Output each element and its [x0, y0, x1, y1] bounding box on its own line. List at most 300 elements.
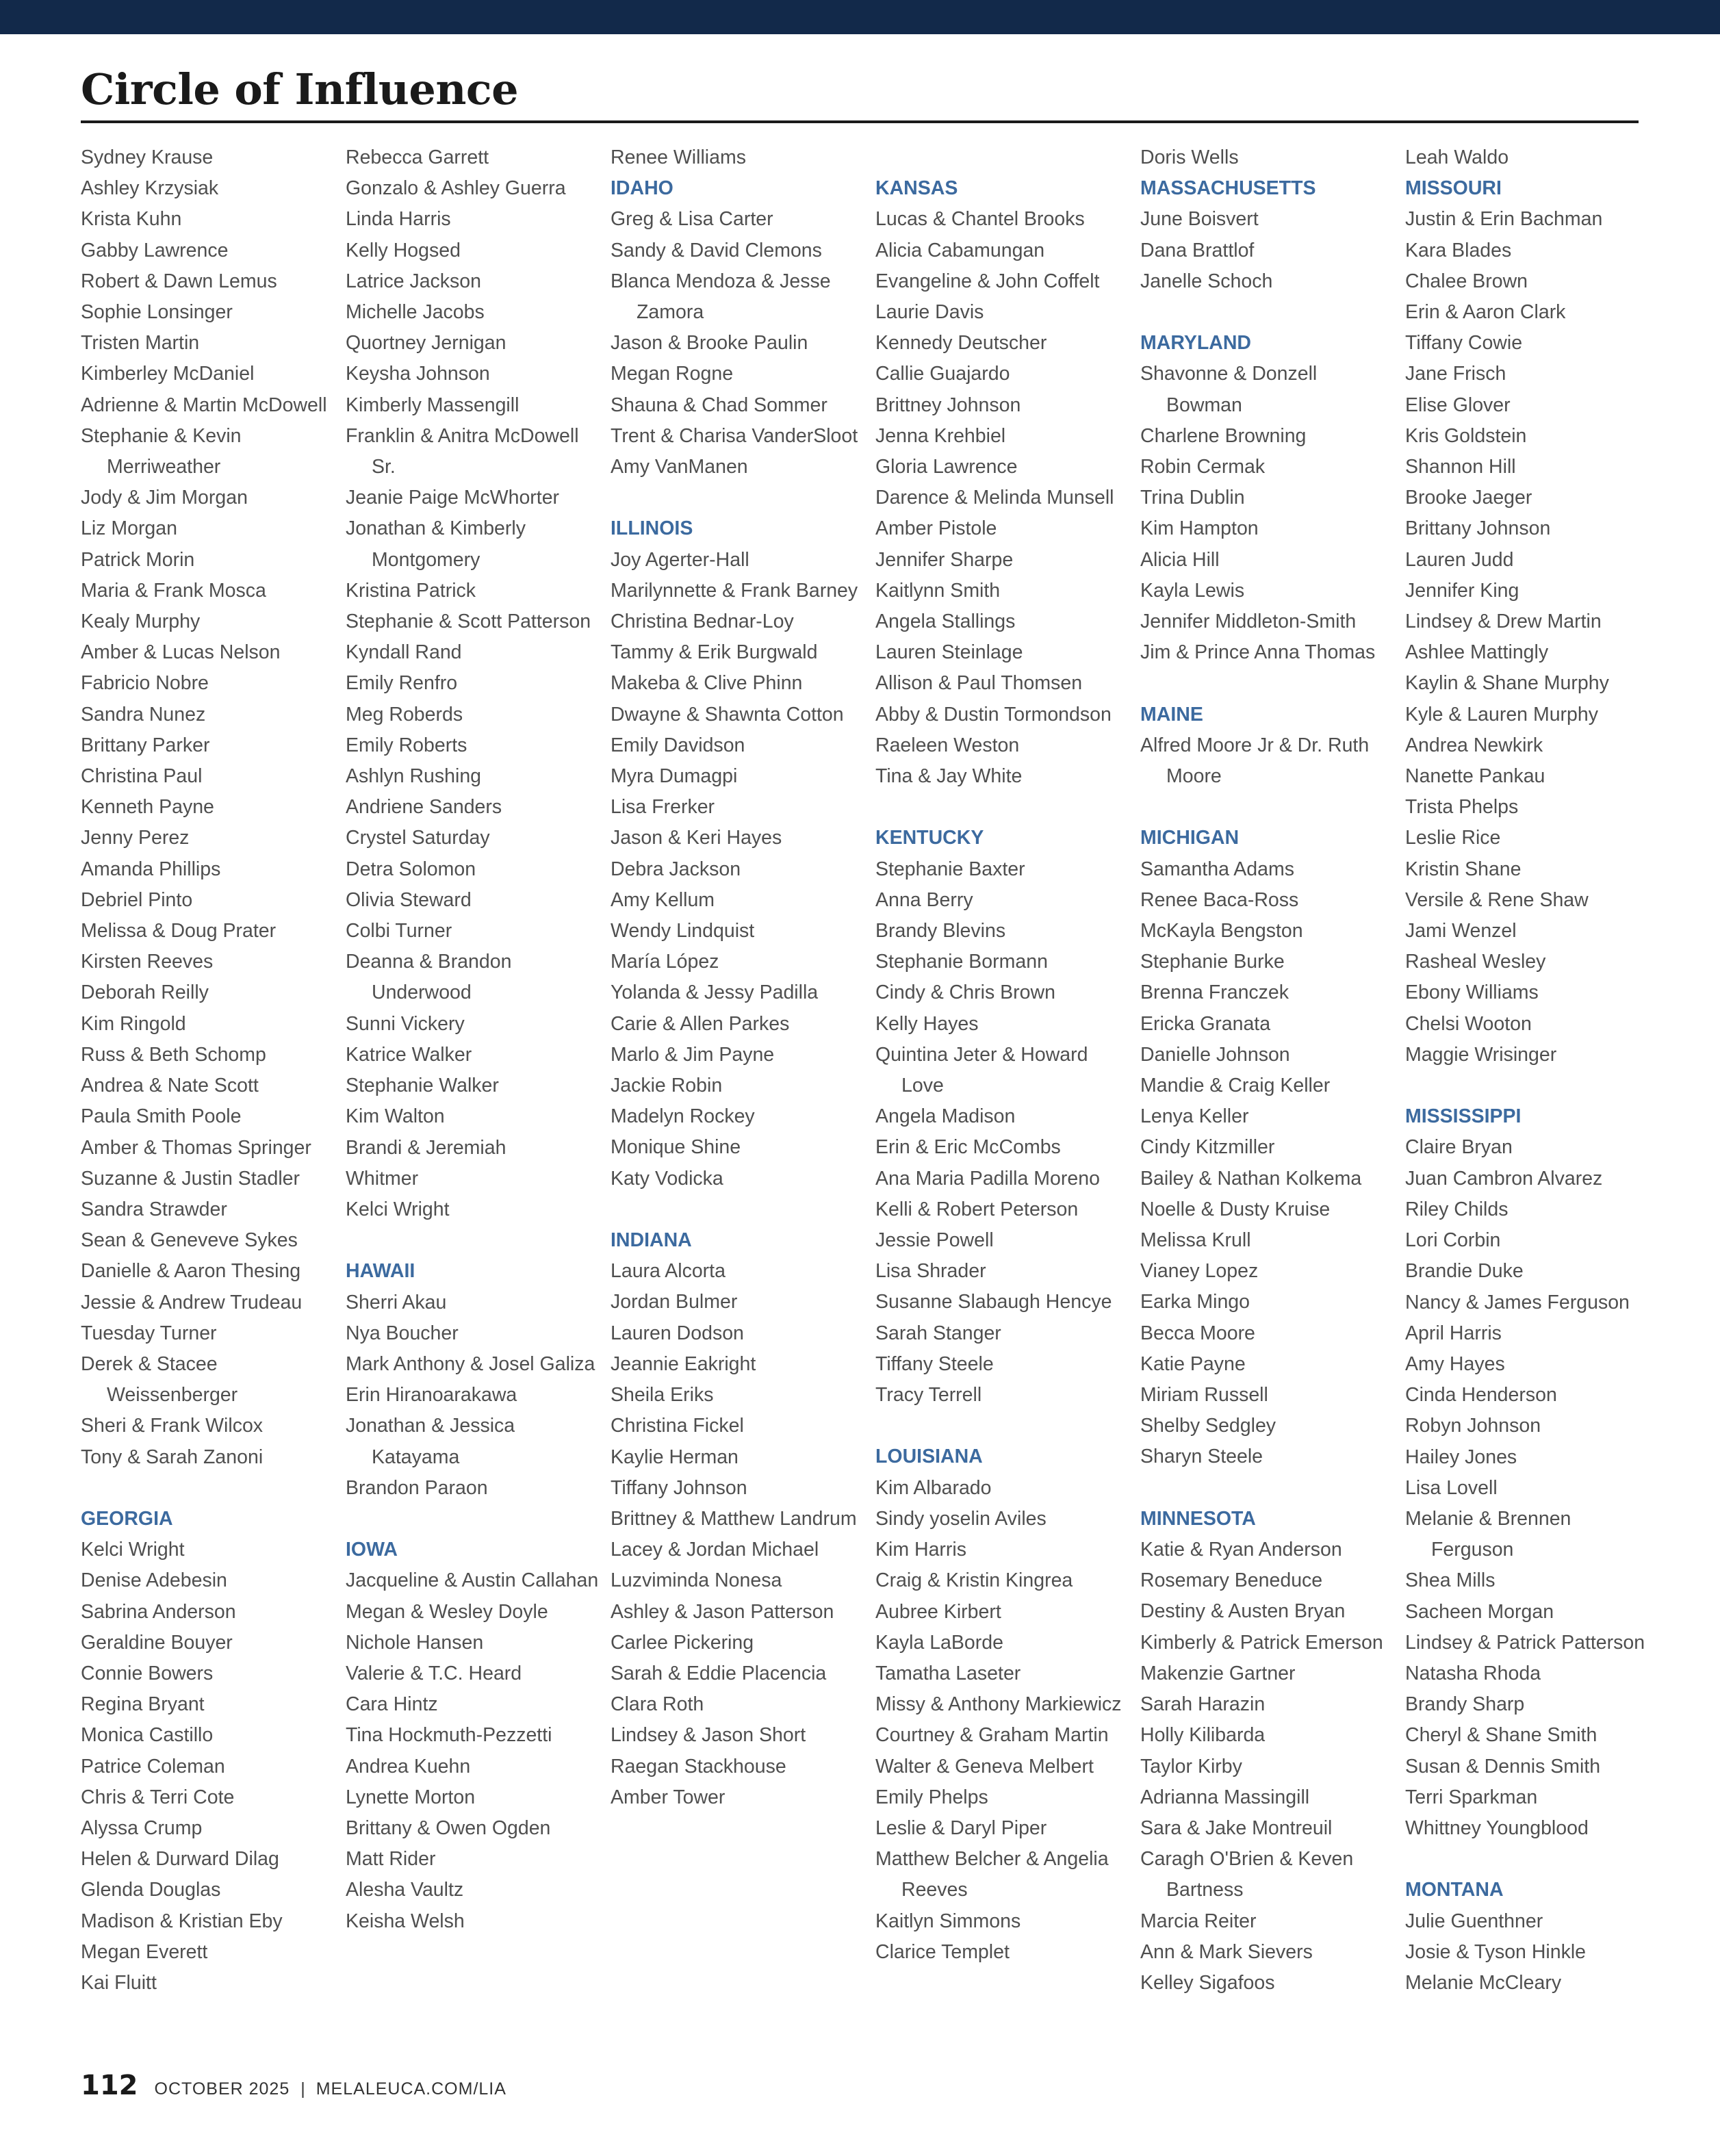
member-name: Sacheen Morgan — [1405, 1600, 1554, 1623]
member-name: Emily Phelps — [875, 1786, 988, 1808]
state-heading: ILLINOIS — [611, 517, 693, 540]
member-name: Lindsey & Jason Short — [611, 1724, 806, 1747]
member-name: Amy VanManen — [611, 456, 748, 478]
member-name: Sunni Vickery — [346, 1012, 465, 1035]
member-name: Robyn Johnson — [1405, 1415, 1541, 1437]
member-name: Alyssa Crump — [81, 1817, 203, 1839]
member-name: Brandy Blevins — [875, 920, 1006, 942]
member-name: Jenny Perez — [81, 827, 190, 849]
member-name: Melissa Krull — [1140, 1229, 1251, 1252]
member-name: Lynette Morton — [346, 1786, 476, 1808]
member-name: Kelli & Robert Peterson — [875, 1198, 1079, 1220]
name-columns — [81, 142, 1645, 2059]
member-name: Whittney Youngblood — [1405, 1817, 1589, 1839]
member-name: Jami Wenzel — [1405, 920, 1517, 942]
member-name: Brooke Jaeger — [1405, 487, 1532, 509]
column-4 — [875, 142, 1129, 1968]
member-name: June Boisvert — [1140, 208, 1259, 231]
member-name: Rosemary Beneduce — [1140, 1569, 1323, 1592]
member-name: Amber & Thomas Springer — [81, 1136, 311, 1159]
member-name: Kelci Wright — [346, 1198, 450, 1220]
member-name: Cinda Henderson — [1405, 1384, 1557, 1407]
member-name: Ebony Williams — [1405, 981, 1539, 1004]
member-name: Kyle & Lauren Murphy — [1405, 703, 1598, 726]
section-spacer — [1405, 1070, 1658, 1101]
member-name: Jody & Jim Morgan — [81, 487, 248, 509]
member-name: Bailey & Nathan Kolkema — [1140, 1167, 1362, 1190]
member-name: Makenzie Gartner — [1140, 1662, 1296, 1684]
member-name: Katy Vodicka — [611, 1167, 723, 1190]
member-name: Sabrina Anderson — [81, 1600, 236, 1623]
member-name: Jim & Prince Anna Thomas — [1140, 641, 1376, 664]
member-name: Erin & Aaron Clark — [1405, 301, 1566, 324]
member-name: Stephanie & Scott Patterson — [346, 611, 591, 633]
member-name: Crystel Saturday — [346, 827, 490, 849]
member-name: Brittany Johnson — [1405, 517, 1551, 540]
member-name: Callie Guajardo — [875, 363, 1010, 385]
member-name: Trina Dublin — [1140, 487, 1245, 509]
member-name: Andrea & Nate Scott — [81, 1075, 259, 1097]
member-name: Stephanie Baxter — [875, 858, 1025, 880]
member-name: Ashlee Mattingly — [1405, 641, 1549, 664]
member-name: Monique Shine — [611, 1136, 741, 1159]
section-spacer — [1140, 792, 1394, 823]
member-name: Versile & Rene Shaw — [1405, 888, 1589, 911]
member-name: Lenya Keller — [1140, 1105, 1249, 1128]
member-name: Maria & Frank Mosca — [81, 579, 266, 602]
member-name: Kaitlyn Simmons — [875, 1910, 1021, 1932]
member-name: Krista Kuhn — [81, 208, 182, 231]
member-name: Terri Sparkman — [1405, 1786, 1538, 1808]
member-name: Ann & Mark Sievers — [1140, 1940, 1313, 1963]
member-name: Laura Alcorta — [611, 1260, 726, 1283]
member-name: Nichole Hansen — [346, 1631, 484, 1654]
member-name: Shauna & Chad Sommer — [611, 394, 827, 416]
member-name: Brittney Johnson — [875, 394, 1021, 416]
member-name: Sheila Eriks — [611, 1384, 714, 1407]
member-name: Kristina Patrick — [346, 579, 476, 602]
member-name: Shea Mills — [1405, 1569, 1496, 1592]
member-name: Andrea Kuehn — [346, 1755, 471, 1778]
member-name: Sydney Krause — [81, 146, 214, 168]
page-footer — [81, 2070, 506, 2111]
member-name: Megan Rogne — [611, 363, 734, 385]
member-name: Brandon Paraon — [346, 1476, 488, 1499]
member-name: Jason & Brooke Paulin — [611, 332, 808, 355]
member-name: Kayla LaBorde — [875, 1631, 1003, 1654]
member-name: Ashley Krzysiak — [81, 177, 219, 200]
state-heading: LOUISIANA — [875, 1446, 983, 1468]
member-name: Luzviminda Nonesa — [611, 1569, 782, 1592]
member-name: Debra Jackson — [611, 858, 741, 880]
member-name: Riley Childs — [1405, 1198, 1509, 1220]
member-name: Kimberly & Patrick Emerson — [1140, 1631, 1383, 1654]
member-name: Evangeline & John Coffelt — [875, 270, 1100, 292]
member-name: María López — [611, 951, 719, 973]
member-name: Ericka Granata — [1140, 1012, 1271, 1035]
member-name: Leslie & Daryl Piper — [875, 1817, 1047, 1839]
member-name: Brandie Duke — [1405, 1260, 1524, 1283]
state-heading: KENTUCKY — [875, 827, 984, 849]
member-name: Russ & Beth Schomp — [81, 1043, 266, 1066]
member-name: Jason & Keri Hayes — [611, 827, 782, 849]
member-name: Tracy Terrell — [875, 1384, 982, 1407]
member-name: Kris Goldstein — [1405, 424, 1527, 447]
member-name: Jenna Krehbiel — [875, 424, 1006, 447]
section-spacer — [1405, 1844, 1658, 1875]
member-name: Vianey Lopez — [1140, 1260, 1259, 1283]
member-name: Cheryl & Shane Smith — [1405, 1724, 1597, 1747]
member-name: Angela Madison — [875, 1105, 1016, 1128]
state-heading: MARYLAND — [1140, 332, 1252, 355]
member-name: Melanie McCleary — [1405, 1971, 1562, 1994]
section-spacer — [875, 792, 1129, 823]
member-name: Hailey Jones — [1405, 1446, 1517, 1468]
member-name: Leah Waldo — [1405, 146, 1509, 168]
member-name: Stephanie & Kevin Merriweather — [81, 424, 242, 478]
page-number: 112 — [81, 2070, 138, 2101]
member-name: Erin Hiranoarakawa — [346, 1384, 517, 1407]
member-name: Stephanie Bormann — [875, 951, 1048, 973]
member-name: Josie & Tyson Hinkle — [1405, 1940, 1587, 1963]
member-name: Alfred Moore Jr & Dr. Ruth Moore — [1140, 734, 1370, 788]
member-name: Katie Payne — [1140, 1352, 1246, 1375]
member-name: Tiffany Johnson — [611, 1476, 747, 1499]
state-heading: MINNESOTA — [1140, 1507, 1256, 1530]
member-name: Jessie & Andrew Trudeau — [81, 1291, 303, 1313]
member-name: Abby & Dustin Tormondson — [875, 703, 1112, 726]
member-name: Jonathan & Kimberly Montgomery — [346, 517, 526, 571]
member-name: Fabricio Nobre — [81, 672, 209, 695]
state-heading: MISSOURI — [1405, 177, 1502, 200]
member-name: Kim Albarado — [875, 1476, 992, 1499]
website-link[interactable]: MELALEUCA.COM/LIA — [316, 2079, 506, 2099]
issue-date: OCTOBER 2025 — [154, 2079, 290, 2099]
member-name: Lisa Lovell — [1405, 1476, 1498, 1499]
member-name: Kelley Sigafoos — [1140, 1971, 1275, 1994]
member-name: Sarah Harazin — [1140, 1693, 1266, 1716]
member-name: Amber & Lucas Nelson — [81, 641, 281, 664]
member-name: Anna Berry — [875, 888, 973, 911]
member-name: Megan Everett — [81, 1940, 208, 1963]
member-name: Cara Hintz — [346, 1693, 438, 1716]
member-name: Kyndall Rand — [346, 641, 462, 664]
member-name: Kim Harris — [875, 1539, 966, 1561]
member-name: Brandy Sharp — [1405, 1693, 1525, 1716]
member-name: Shavonne & Donzell Bowman — [1140, 363, 1318, 416]
member-name: Amy Hayes — [1405, 1352, 1505, 1375]
member-name: Natasha Rhoda — [1405, 1662, 1541, 1684]
state-heading: IDAHO — [611, 177, 673, 200]
member-name: Sarah & Eddie Placencia — [611, 1662, 827, 1684]
member-name: Chalee Brown — [1405, 270, 1528, 292]
member-name: Trent & Charisa VanderSloot — [611, 424, 858, 447]
column-3 — [611, 142, 864, 1813]
member-name: Sarah Stanger — [875, 1322, 1001, 1344]
member-name: Tiffany Steele — [875, 1352, 994, 1375]
member-name: Sharyn Steele — [1140, 1446, 1263, 1468]
member-name: Taylor Kirby — [1140, 1755, 1242, 1778]
member-name: Maggie Wrisinger — [1405, 1043, 1557, 1066]
member-name: Katrice Walker — [346, 1043, 472, 1066]
member-name: McKayla Bengston — [1140, 920, 1303, 942]
member-name: Franklin & Anitra McDowell Sr. — [346, 424, 579, 478]
member-name: Helen & Durward Dilag — [81, 1848, 279, 1871]
member-name: Lauren Steinlage — [875, 641, 1023, 664]
member-name: Renee Baca-Ross — [1140, 888, 1299, 911]
column-6 — [1405, 142, 1658, 1999]
member-name: Kim Walton — [346, 1105, 445, 1128]
member-name: Kristin Shane — [1405, 858, 1522, 880]
section-spacer — [81, 1473, 334, 1504]
member-name: Sophie Lonsinger — [81, 301, 233, 324]
member-name: Kim Hampton — [1140, 517, 1259, 540]
member-name: Sheri & Frank Wilcox — [81, 1415, 264, 1437]
member-name: Derek & Stacee Weissenberger — [81, 1352, 238, 1407]
member-name: Sindy yoselin Aviles — [875, 1507, 1047, 1530]
member-name: Tina Hockmuth-Pezzetti — [346, 1724, 552, 1747]
member-name: Lindsey & Patrick Patterson — [1405, 1631, 1645, 1654]
member-name: Juan Cambron Alvarez — [1405, 1167, 1603, 1190]
member-name: Glenda Douglas — [81, 1879, 221, 1901]
section-spacer — [611, 483, 864, 513]
member-name: Clarice Templet — [875, 1940, 1010, 1963]
state-heading: IOWA — [346, 1539, 398, 1561]
member-name: Amanda Phillips — [81, 858, 221, 880]
member-name: Adrienne & Martin McDowell — [81, 394, 327, 416]
member-name: Julie Guenthner — [1405, 1910, 1543, 1932]
member-name: Joy Agerter-Hall — [611, 548, 749, 571]
member-name: Walter & Geneva Melbert — [875, 1755, 1094, 1778]
member-name: Alicia Cabamungan — [875, 239, 1045, 261]
member-name: Lisa Shrader — [875, 1260, 986, 1283]
member-name: Charlene Browning — [1140, 424, 1307, 447]
member-name: Jordan Bulmer — [611, 1291, 738, 1313]
member-name: Amber Tower — [611, 1786, 726, 1808]
member-name: Gonzalo & Ashley Guerra — [346, 177, 566, 200]
member-name: Jennifer Sharpe — [875, 548, 1014, 571]
member-name: Kimberly Massengill — [346, 394, 519, 416]
member-name: Chelsi Wooton — [1405, 1012, 1532, 1035]
member-name: Whitmer — [346, 1167, 419, 1190]
member-name: Dana Brattlof — [1140, 239, 1255, 261]
member-name: Lisa Frerker — [611, 796, 715, 819]
member-name: Olivia Steward — [346, 888, 472, 911]
title-divider — [81, 120, 1639, 123]
member-name: Kealy Murphy — [81, 611, 201, 633]
member-name: Liz Morgan — [81, 517, 177, 540]
member-name: Allison & Paul Thomsen — [875, 672, 1083, 695]
member-name: Katie & Ryan Anderson — [1140, 1539, 1342, 1561]
member-name: Tamatha Laseter — [875, 1662, 1021, 1684]
member-name: Justin & Erin Bachman — [1405, 208, 1603, 231]
member-name: Kelly Hayes — [875, 1012, 979, 1035]
state-heading: HAWAII — [346, 1260, 415, 1283]
member-name: Matt Rider — [346, 1848, 436, 1871]
member-name: Keisha Welsh — [346, 1910, 465, 1932]
member-name: Madison & Kristian Eby — [81, 1910, 283, 1932]
member-name: Tammy & Erik Burgwald — [611, 641, 818, 664]
member-name: Kirsten Reeves — [81, 951, 214, 973]
member-name: Raeleen Weston — [875, 734, 1020, 756]
member-name: Darence & Melinda Munsell — [875, 487, 1114, 509]
member-name: Matthew Belcher & Angelia Reeves — [875, 1848, 1109, 1901]
member-name: Gloria Lawrence — [875, 456, 1018, 478]
member-name: Amber Pistole — [875, 517, 997, 540]
member-name: Emily Renfro — [346, 672, 458, 695]
member-name: Mandie & Craig Keller — [1140, 1075, 1331, 1097]
member-name: Christina Paul — [81, 765, 203, 788]
member-name: Rebecca Garrett — [346, 146, 489, 168]
member-name: Ana Maria Padilla Moreno — [875, 1167, 1100, 1190]
member-name: Danielle Johnson — [1140, 1043, 1290, 1066]
member-name: Kelly Hogsed — [346, 239, 461, 261]
member-name: Geraldine Bouyer — [81, 1631, 233, 1654]
member-name: Robert & Dawn Lemus — [81, 270, 277, 292]
member-name: Kayla Lewis — [1140, 579, 1245, 602]
state-heading: GEORGIA — [81, 1507, 173, 1530]
member-name: Jeanie Paige McWhorter — [346, 487, 560, 509]
member-name: Carlee Pickering — [611, 1631, 754, 1654]
member-name: Quintina Jeter & Howard Love — [875, 1043, 1088, 1097]
member-name: Claire Bryan — [1405, 1136, 1513, 1159]
member-name: Detra Solomon — [346, 858, 476, 880]
member-name: Brittney & Matthew Landrum — [611, 1507, 857, 1530]
member-name: Erin & Eric McCombs — [875, 1136, 1061, 1159]
member-name: Michelle Jacobs — [346, 301, 485, 324]
member-name: Kenneth Payne — [81, 796, 214, 819]
member-name: Missy & Anthony Markiewicz — [875, 1693, 1122, 1716]
column-2 — [346, 142, 599, 1937]
section-spacer — [1140, 297, 1394, 328]
member-name: Courtney & Graham Martin — [875, 1724, 1109, 1747]
member-name: Regina Bryant — [81, 1693, 205, 1716]
section-spacer — [1140, 668, 1394, 699]
state-heading: MASSACHUSETTS — [1140, 177, 1316, 200]
member-name: Earka Mingo — [1140, 1291, 1250, 1313]
state-heading: KANSAS — [875, 177, 958, 200]
member-name: April Harris — [1405, 1322, 1502, 1344]
member-name: Paula Smith Poole — [81, 1105, 242, 1128]
member-name: Renee Williams — [611, 146, 746, 168]
member-name: Brittany & Owen Ogden — [346, 1817, 551, 1839]
member-name: Keysha Johnson — [346, 363, 490, 385]
member-name: Colbi Turner — [346, 920, 452, 942]
member-name: Jeannie Eakright — [611, 1352, 756, 1375]
member-name: Kaylie Herman — [611, 1446, 739, 1468]
member-name: Jane Frisch — [1405, 363, 1506, 385]
member-name: Marlo & Jim Payne — [611, 1043, 775, 1066]
member-name: Jessie Powell — [875, 1229, 994, 1252]
member-name: Kaitlynn Smith — [875, 579, 1001, 602]
member-name: Angela Stallings — [875, 611, 1016, 633]
member-name: Craig & Kristin Kingrea — [875, 1569, 1073, 1592]
member-name: Patrick Morin — [81, 548, 195, 571]
state-heading: MAINE — [1140, 703, 1203, 726]
member-name: Sandra Nunez — [81, 703, 206, 726]
member-name: Kimberley McDaniel — [81, 363, 255, 385]
state-heading: MONTANA — [1405, 1879, 1504, 1901]
member-name: Sean & Geneveve Sykes — [81, 1229, 298, 1252]
section-spacer — [346, 1504, 599, 1535]
member-name: Makeba & Clive Phinn — [611, 672, 803, 695]
member-name: Melanie & Brennen Ferguson — [1405, 1507, 1571, 1561]
member-name: Blanca Mendoza & Jesse Zamora — [611, 270, 831, 324]
member-name: Ashlyn Rushing — [346, 765, 482, 788]
member-name: Brittany Parker — [81, 734, 210, 756]
member-name: Carie & Allen Parkes — [611, 1012, 790, 1035]
member-name: Marcia Reiter — [1140, 1910, 1257, 1932]
member-name: Quortney Jernigan — [346, 332, 506, 355]
member-name: Myra Dumagpi — [611, 765, 738, 788]
section-spacer — [1140, 1473, 1394, 1504]
column-5 — [1140, 142, 1394, 1999]
member-name: Lori Corbin — [1405, 1229, 1501, 1252]
member-name: Deborah Reilly — [81, 981, 209, 1004]
state-heading: INDIANA — [611, 1229, 692, 1252]
top-banner — [0, 0, 1720, 34]
member-name: Alesha Vaultz — [346, 1879, 464, 1901]
member-name: Tristen Martin — [81, 332, 200, 355]
member-name: Laurie Davis — [875, 301, 984, 323]
member-name: Brenna Franczek — [1140, 981, 1289, 1004]
member-name: Nancy & James Ferguson — [1405, 1291, 1630, 1313]
member-name: Lauren Dodson — [611, 1322, 744, 1344]
member-name: Brandi & Jeremiah — [346, 1136, 506, 1159]
member-name: Stephanie Walker — [346, 1075, 499, 1097]
member-name: Melissa & Doug Prater — [81, 920, 277, 942]
member-name: Wendy Lindquist — [611, 920, 755, 942]
member-name: Greg & Lisa Carter — [611, 208, 773, 231]
member-name: Adrianna Massingill — [1140, 1786, 1310, 1808]
member-name: Nya Boucher — [346, 1322, 459, 1344]
member-name: Kai Fluitt — [81, 1971, 157, 1994]
member-name: Kaylin & Shane Murphy — [1405, 672, 1609, 695]
member-name: Kara Blades — [1405, 239, 1512, 261]
member-name: Sherri Akau — [346, 1291, 447, 1313]
member-name: Mark Anthony & Josel Galiza — [346, 1352, 595, 1375]
member-name: Latrice Jackson — [346, 270, 482, 292]
member-name: Lauren Judd — [1405, 548, 1514, 571]
member-name: Tiffany Cowie — [1405, 332, 1523, 355]
member-name: Tina & Jay White — [875, 765, 1023, 788]
member-name: Tony & Sarah Zanoni — [81, 1446, 264, 1468]
member-name: Lindsey & Drew Martin — [1405, 611, 1602, 633]
member-name: Jennifer King — [1405, 579, 1519, 602]
member-name: Trista Phelps — [1405, 796, 1519, 819]
member-name: Monica Castillo — [81, 1724, 214, 1747]
member-name: Sandra Strawder — [81, 1198, 227, 1220]
member-name: Jacqueline & Austin Callahan — [346, 1569, 599, 1592]
member-name: Aubree Kirbert — [875, 1600, 1001, 1623]
member-name: Marilynnette & Frank Barney — [611, 579, 858, 602]
member-name: Kelci Wright — [81, 1539, 185, 1561]
member-name: Holly Kilibarda — [1140, 1724, 1266, 1747]
member-name: Leslie Rice — [1405, 827, 1501, 849]
member-name: Suzanne & Justin Stadler — [81, 1167, 300, 1190]
member-name: Danielle & Aaron Thesing — [81, 1260, 301, 1283]
member-name: Doris Wells — [1140, 146, 1239, 168]
member-name: Jonathan & Jessica Katayama — [346, 1415, 515, 1468]
member-name: Clara Roth — [611, 1693, 704, 1716]
state-heading: MISSISSIPPI — [1405, 1105, 1522, 1128]
member-name: Susanne Slabaugh Hencye — [875, 1291, 1112, 1313]
member-name: Kim Ringold — [81, 1012, 186, 1035]
member-name: Destiny & Austen Bryan — [1140, 1600, 1346, 1623]
member-name: Deanna & Brandon Underwood — [346, 951, 512, 1004]
member-name: Sara & Jake Montreuil — [1140, 1817, 1333, 1839]
member-name: Jackie Robin — [611, 1075, 723, 1097]
